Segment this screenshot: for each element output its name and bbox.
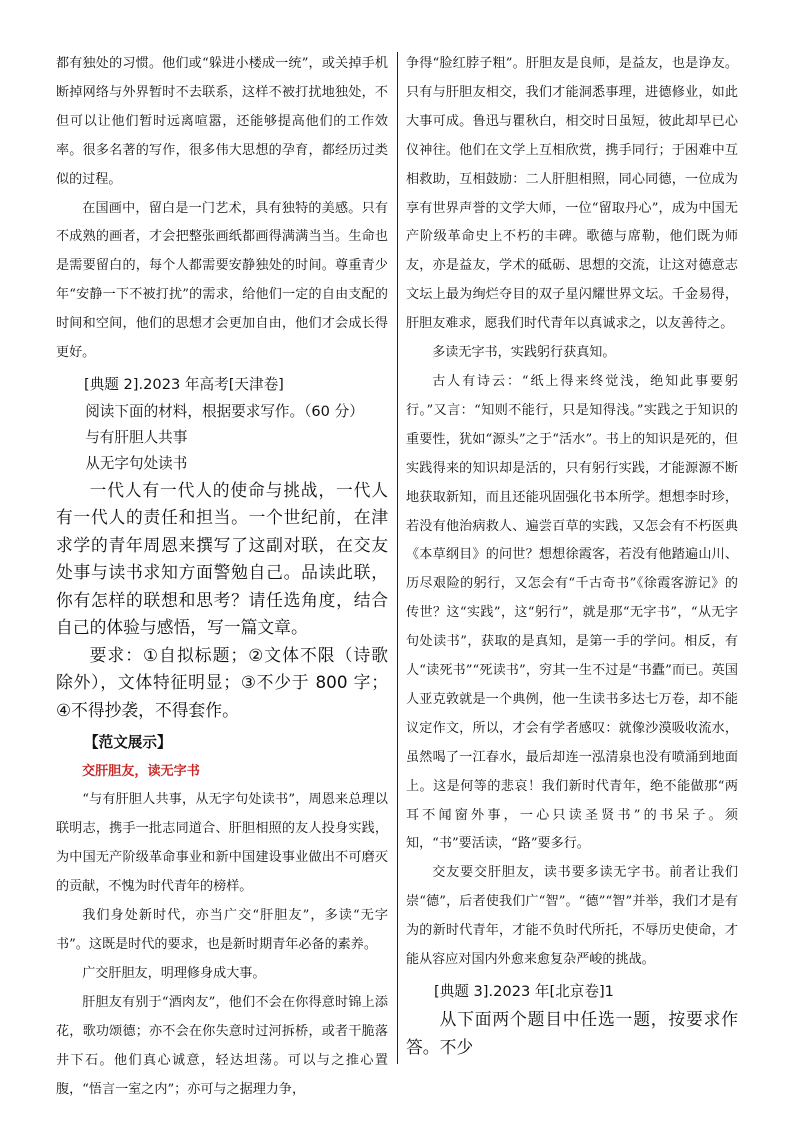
instruction-text: 阅读下面的材料，根据要求写作。（60 分） (85, 402, 364, 420)
right-column (406, 50, 738, 1087)
right-paragraph-4: 交友要交肝胆友，读书要多读无字书。前者让我们崇“德”，后者使我们广“智”。“德”“智”并举，我们才是有为的新时代青年，才能不负时代所托，不辱历史使命，才能从容应对国内外愈来愈复杂严峻的挑战。 (406, 865, 738, 968)
essay-paragraph-2: 我们身处新时代，亦当广交“肝胆友”，多读“无字书”。这既是时代的要求，也是新时期青年必备的素养。 (56, 908, 388, 952)
requirements-text: 要求：①自拟标题；②文体不限（诗歌除外），文体特征明显；③不少于 800 字；④不得抄袭，不得套作。 (56, 644, 388, 720)
essay-paragraph-1: “与有肝胆人共事，从无字句处读书”，周恩来总理以联明志，携手一批志同道合、肝胆相照的友人投身实践，为中国无产阶级革命事业和新中国建设事业做出不可磨灭的贡献，不愧为时代青年的榜样。 (56, 792, 388, 895)
left-column (56, 50, 388, 1097)
column-divider (397, 52, 398, 1064)
right-paragraph-3: 古人有诗云：“纸上得来终觉浅，绝知此事要躬行。”又言：“知则不能行，只是知得浅。”实践之于知识的重要性，犹如“源头”之于“活水”。书上的知识是死的，但实践得来的知识却是活的，只有躬行实践，才能源源不断地获取新知，而且还能巩固强化书本所学。想想李时珍，若没有他治病救人、遍尝百草的实践，又怎会有不朽医典《本草纲目》的问世？想想徐霞客，若没有他踏遍山川、历尽艰险的躬行，又怎会有“千古奇书”《徐霞客游记》的传世？这“实践”，这“躬行”，就是那“无字书”，“从无字句处读书”，获取的是真知，是第一手的学问。相反，有人“读死书”“死读书”，穷其一生不过是“书蠹”而已。英国人亚克敦就是一个典例，他一生读书多达七万卷，却不能议定作文，所以，才会有学者感叹：就像沙漠吸收流水，虽然喝了一江春水，最后却连一泓清泉也没有喷涌到地面上。这是何等的悲哀！我们新时代青年，绝不能做那“两耳不闻窗外事，一心只读圣贤书”的书呆子。须知，“书”要活读，“路”要多行。 (406, 373, 738, 852)
sample-essay-heading: 【范文展示】 (84, 734, 172, 752)
example-3-text: 从下面两个题目中任选一题，按要求作答。不少 (406, 1009, 738, 1057)
example-3-title: [典题 3].2023 年[北京卷]1 (434, 983, 614, 1000)
example-2-title: [典题 2].2023 年高考[天津卷] (84, 375, 284, 393)
couplet-line-1: 与有肝胆人共事 (85, 428, 188, 446)
right-paragraph-1: 争得“脸红脖子粗”。肝胆友是良师，是益友，也是诤友。只有与肝胆友相交，我们才能洞悉事理，进德修业，如此大事可成。鲁迅与瞿秋白，相交时日虽短，彼此却早已心仪神往。他们在文学上互相欣赏，携手同行；于困难中互相救助，互相鼓励：二人肝胆相照，同心同德，一位成为享有世界声誉的文学大师，一位“留取丹心”，成为中国无产阶级革命史上不朽的丰碑。歌德与席勒，他们既为师友，亦是益友，学术的砥砺、思想的交流，让这对德意志文坛上最为绚烂夺目的双子星闪耀世界文坛。千金易得，肝胆友难求，愿我们时代青年以真诚求之，以友善待之。 (406, 56, 738, 332)
writing-prompt: 一代人有一代人的使命与挑战，一代人有一代人的责任和担当。一个世纪前，在津求学的青年周恩来撰写了这副对联，在交友处事与读书求知方面警勉自己。品读此联，你有怎样的联想和思考？请任选角度，结合自己的体验与感悟，写一篇文章。 (56, 479, 388, 638)
essay-paragraph-4: 肝胆友有别于“酒肉友”，他们不会在你得意时锦上添花，歌功颂德；亦不会在你失意时过河拆桥，或者干脆落井下石。他们真心诚意，轻达坦荡。可以与之推心置腹，“悟言一室之内”；亦可与之据理力争， (56, 994, 388, 1097)
left-paragraph-2: 在国画中，留白是一门艺术，具有独特的美感。只有不成熟的画者，才会把整张画纸都画得满满当当。生命也是需要留白的，每个人都需要安静独处的时间。尊重青少年“安静一下不被打扰”的需求，给他们一定的自由支配的时间和空间，他们的思想才会更加自由，他们才会成长得更好。 (56, 200, 388, 361)
couplet-line-2: 从无字句处读书 (85, 454, 188, 472)
left-paragraph-1: 都有独处的习惯。他们或“躲进小楼成一统”，或关掉手机断掉网络与外界暂时不去联系，这样不被打扰地独处，不但可以让他们暂时远离喧嚣，还能够提高他们的工作效率。很多名著的写作，很多伟大思想的孕育，都经历过类似的过程。 (56, 56, 388, 187)
right-paragraph-2: 多读无字书，实践躬行获真知。 (432, 345, 616, 361)
essay-title: 交肝胆友，读无字书 (82, 764, 200, 780)
essay-paragraph-3: 广交肝胆友，明理修身成大事。 (82, 965, 266, 981)
